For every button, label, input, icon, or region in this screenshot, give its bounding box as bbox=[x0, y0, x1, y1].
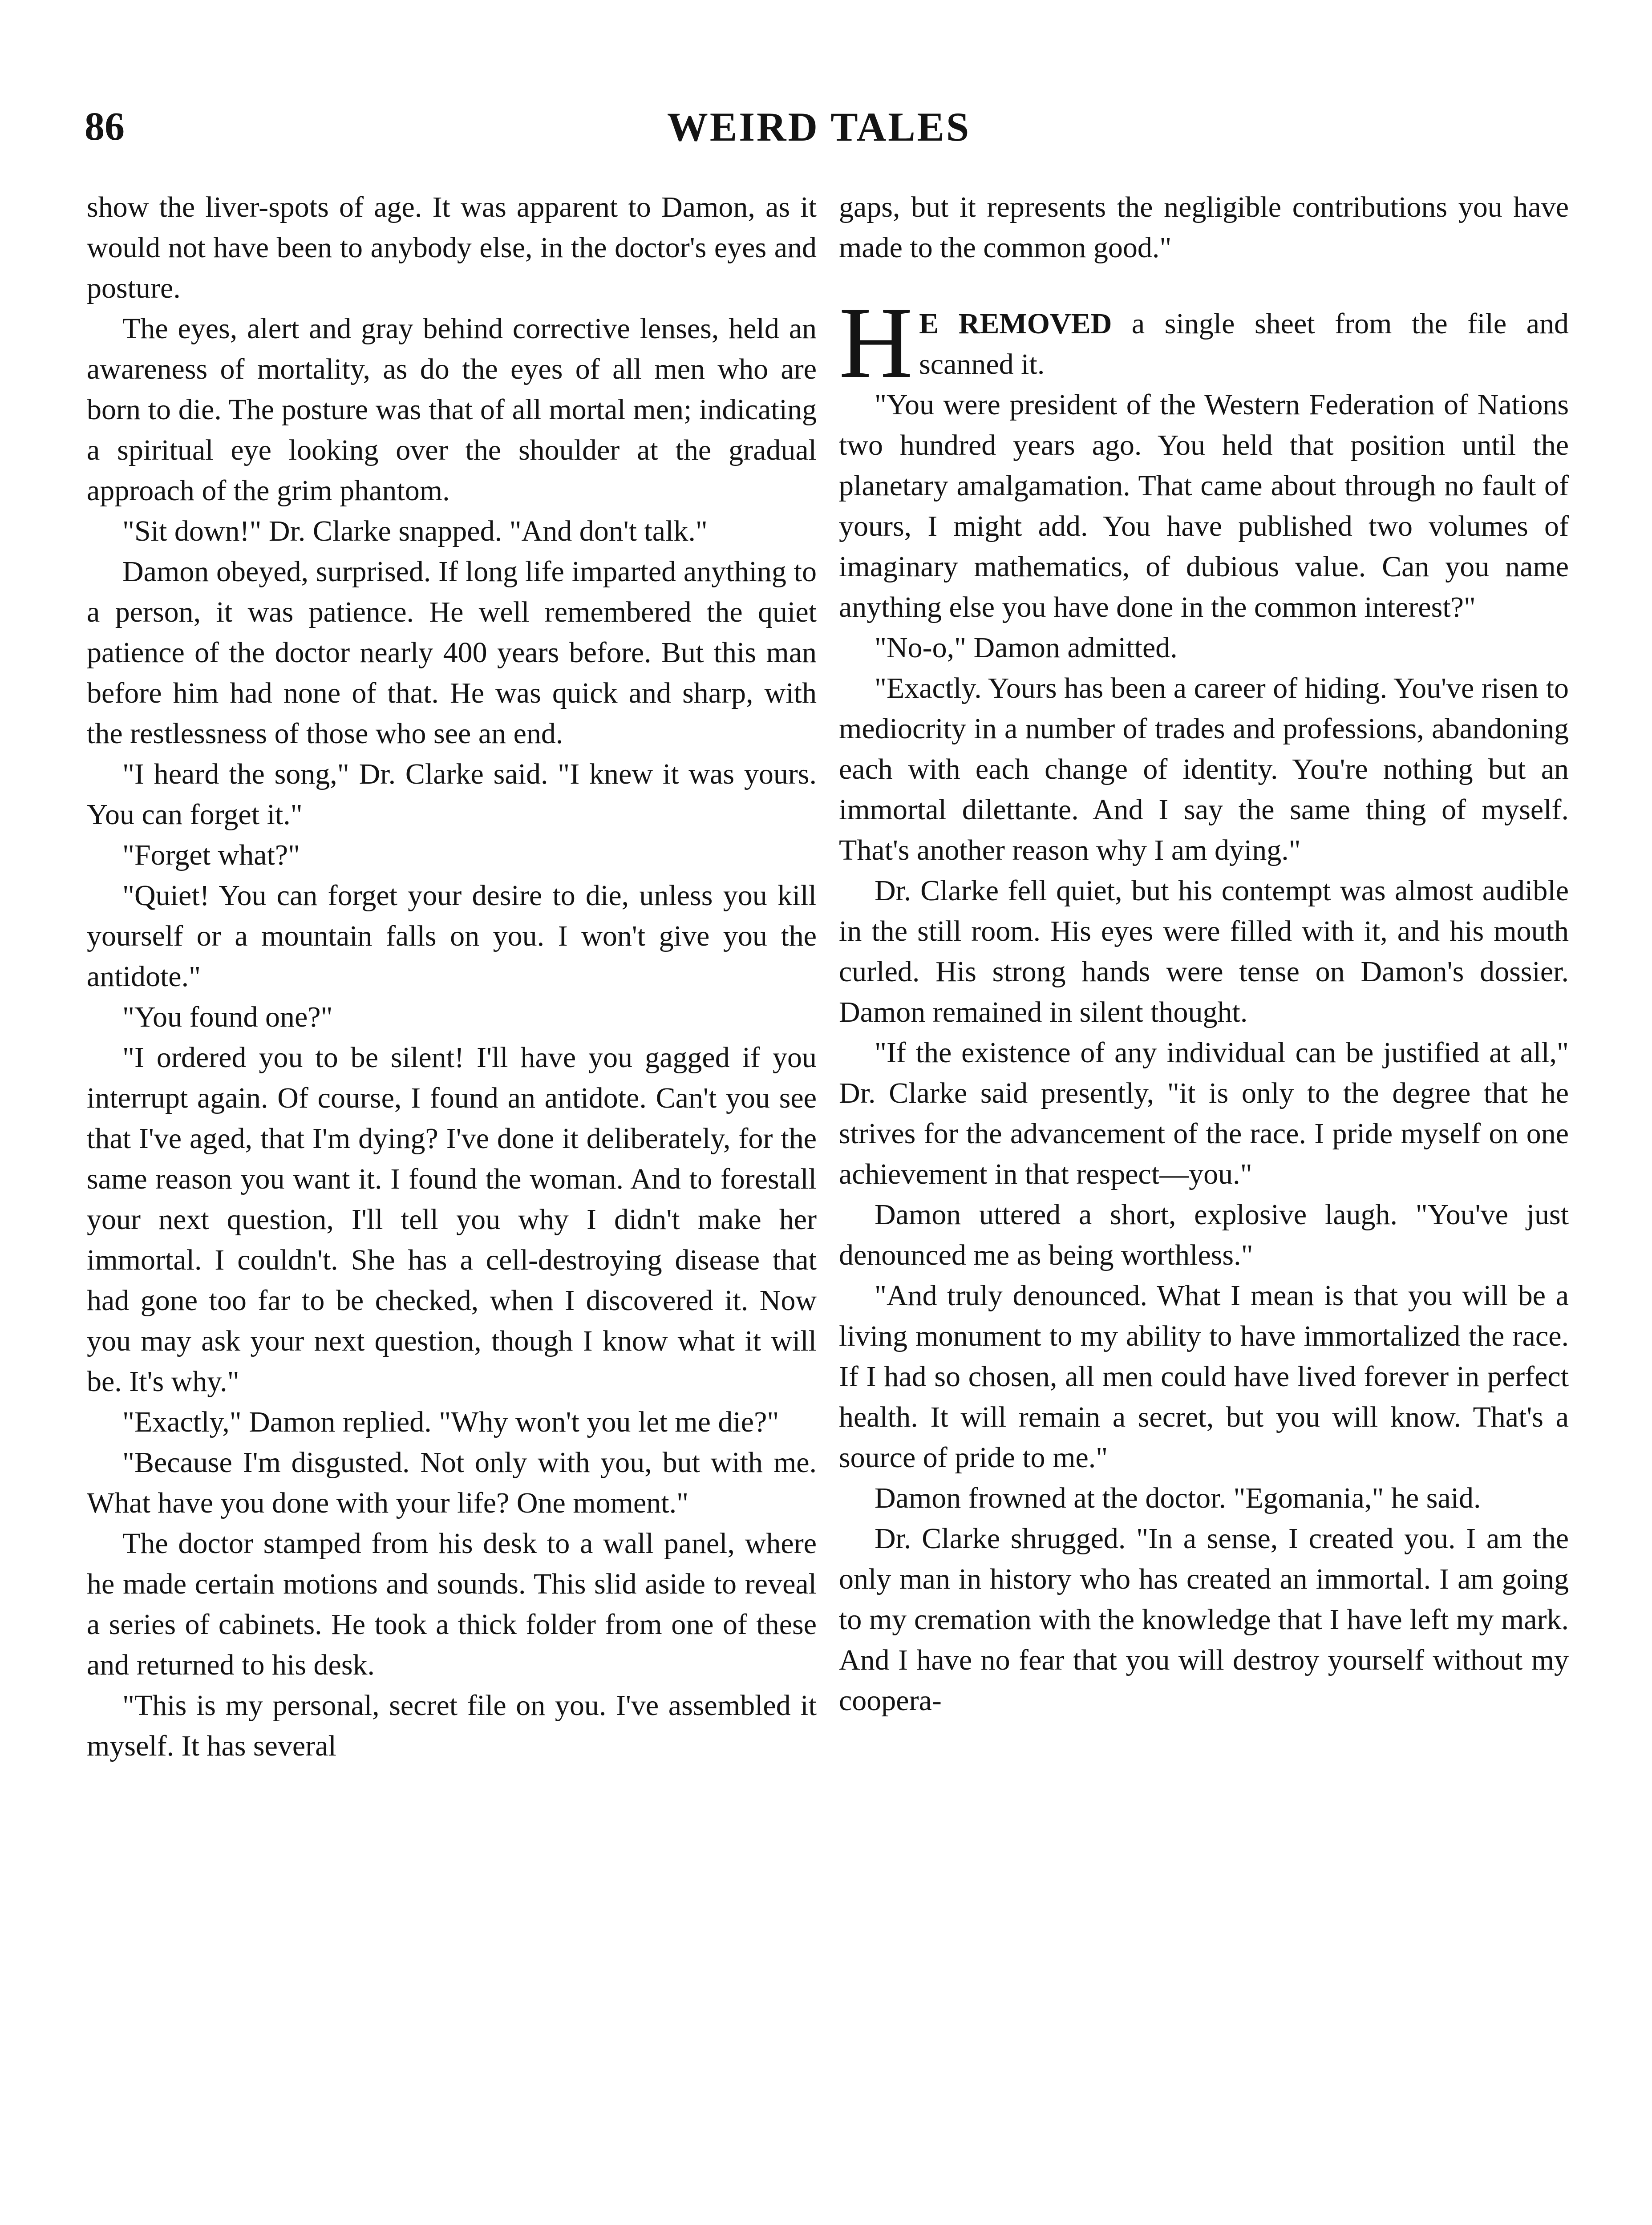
paragraph: "Because I'm disgusted. Not only with you, but with me. What have you done with your life? One moment." bbox=[87, 1446, 817, 1519]
paragraph: "Exactly. Yours has been a career of hiding. You've risen to mediocrity in a number of trades and professions, abandoning each with each change of identity. You're nothing but an immortal dilettante. And I say the same thing of myself. That's another reason why I am dying." bbox=[839, 672, 1569, 866]
page-header bbox=[85, 100, 1553, 158]
paragraph-text: a single sheet from the file and scanned it. bbox=[919, 307, 1569, 380]
paragraph: Dr. Clarke shrugged. "In a sense, I created you. I am the only man in history who has created an immortal. I am going to my cremation with the knowledge that I have left my mark. And I have no fear that you will destroy yourself without my coopera- bbox=[839, 1522, 1569, 1717]
section-opening-paragraph bbox=[839, 286, 1569, 399]
paragraph: "You were president of the Western Federation of Nations two hundred years ago. You held that position until the planetary amalgamation. That came about through no fault of yours, I might add. You have published two volumes of imaginary mathematics, of dubious value. Can you name anything else you have done in the common interest?" bbox=[839, 388, 1569, 623]
paragraph: "Forget what?" bbox=[122, 839, 300, 871]
paragraph: The eyes, alert and gray behind corrective lenses, held an awareness of mortality, as do the eyes of all men who are born to die. The posture was that of all mortal men; indicating a spiritual eye looking over the shoulder at the gradual approach of the grim phantom. bbox=[87, 312, 817, 507]
right-column bbox=[839, 187, 1569, 2225]
paragraph: "I ordered you to be silent! I'll have you gagged if you interrupt again. Of course, I found an antidote. Can't you see that I've aged, that I'm dying? I've done it deliberately, for the same reason you want it. I found the woman. And to forestall your next question, I'll tell you why I didn't make her immortal. I couldn't. She has a cell-destroying disease that had gone too far to be checked, when I discovered it. Now you may ask your next question, though I know what it will be. It's why." bbox=[87, 1041, 817, 1398]
page-number: 86 bbox=[85, 105, 125, 149]
left-column bbox=[87, 187, 817, 2225]
paragraph: "And truly denounced. What I mean is that you will be a living monument to my ability to have immortalized the race. If I had so chosen, all men could have lived forever in perfect health. It will remain a secret, but you will know. That's a source of pride to me." bbox=[839, 1279, 1569, 1474]
lead-in-text: E REMOVED bbox=[919, 307, 1112, 340]
paragraph: "You found one?" bbox=[122, 1001, 333, 1033]
paragraph: "Exactly," Damon replied. "Why won't you let me die?" bbox=[122, 1406, 779, 1438]
paragraph: "No-o," Damon admitted. bbox=[875, 631, 1178, 664]
paragraph: "Quiet! You can forget your desire to die, unless you kill yourself or a mountain falls on you. I won't give you the antidote." bbox=[87, 879, 817, 993]
paragraph: "Sit down!" Dr. Clarke snapped. "And don't talk." bbox=[122, 515, 708, 547]
running-title: WEIRD TALES bbox=[667, 104, 971, 150]
paragraph: gaps, but it represents the negligible contributions you have made to the common good." bbox=[839, 191, 1569, 264]
paragraph: Damon frowned at the doctor. "Egomania," he said. bbox=[875, 1482, 1481, 1514]
paragraph: Damon uttered a short, explosive laugh. "You've just denounced me as being worthless." bbox=[839, 1198, 1569, 1271]
paragraph: The doctor stamped from his desk to a wall panel, where he made certain motions and sounds. This slid aside to reveal a series of cabinets. He took a thick folder from one of these and returned to his desk. bbox=[87, 1527, 817, 1681]
paragraph: Damon obeyed, surprised. If long life imparted anything to a person, it was patience. He well remembered the quiet patience of the doctor nearly 400 years before. But this man before him had none of that. He was quick and sharp, with the restlessness of those who see an end. bbox=[87, 555, 817, 750]
paragraph: "This is my personal, secret file on you. I've assembled it myself. It has several bbox=[87, 1689, 817, 1762]
paragraph: Dr. Clarke fell quiet, but his contempt was almost audible in the still room. His eyes were filled with it, and his mouth curled. His strong hands were tense on Damon's dossier. Damon remained in silent thought. bbox=[839, 874, 1569, 1028]
drop-cap: H bbox=[839, 286, 913, 399]
paragraph: "I heard the song," Dr. Clarke said. "I knew it was yours. You can forget it." bbox=[87, 758, 817, 831]
paragraph: "If the existence of any individual can be justified at all," Dr. Clarke said presently, "it is only to the degree that he strives for the advancement of the race. I pride myself on one achievement in that respect—you." bbox=[839, 1036, 1569, 1190]
paragraph: show the liver-spots of age. It was apparent to Damon, as it would not have been to anybody else, in the doctor's eyes and posture. bbox=[87, 191, 817, 304]
